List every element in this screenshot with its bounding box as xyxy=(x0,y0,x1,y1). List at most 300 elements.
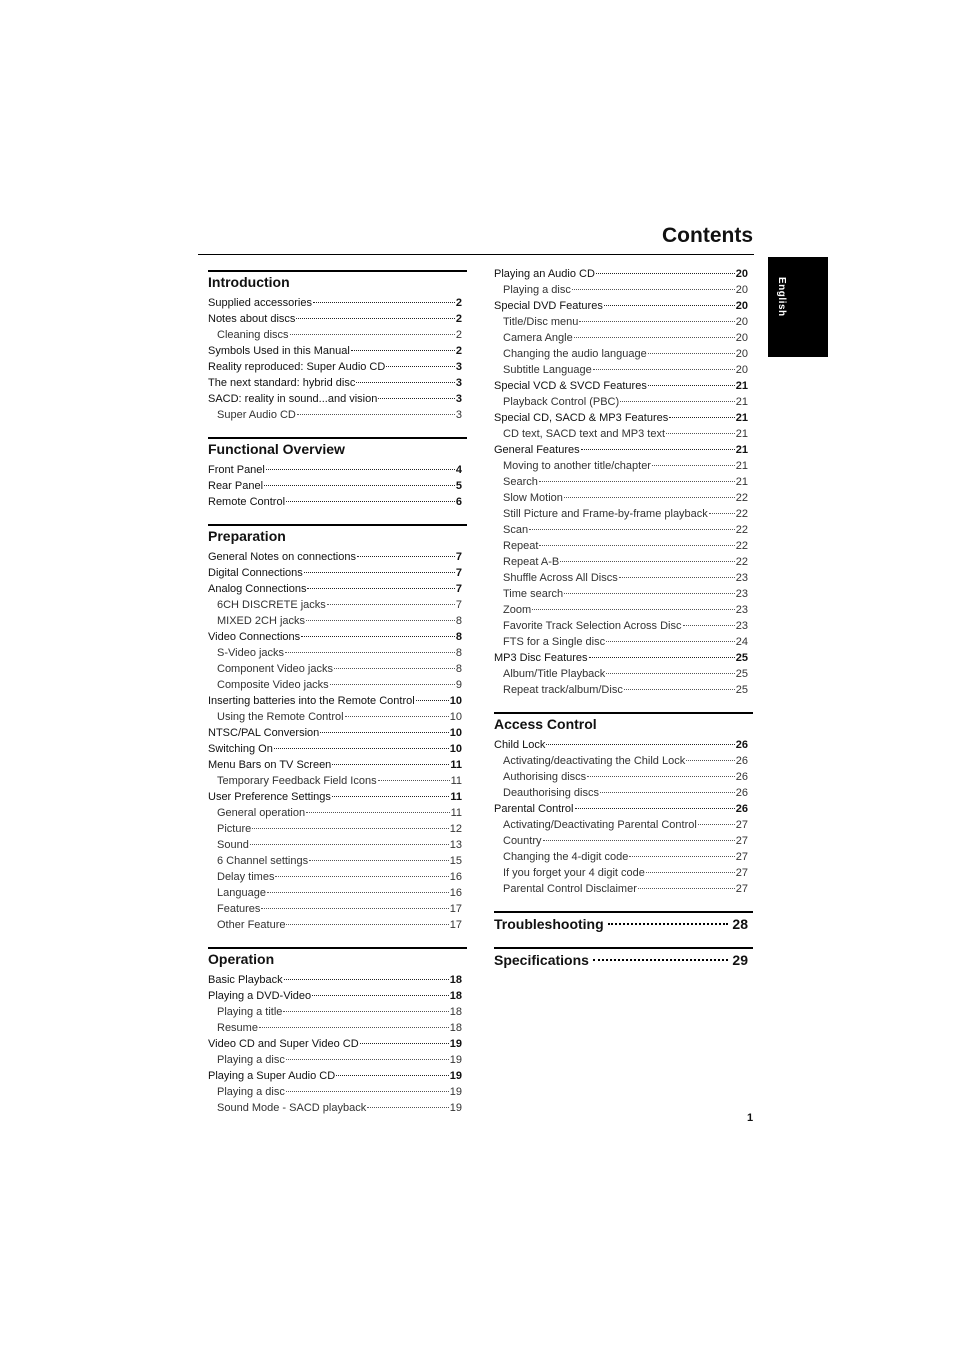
dot-leader xyxy=(648,353,735,354)
toc-entry-label: Notes about discs xyxy=(208,313,296,325)
toc-entry-page: 25 xyxy=(735,668,748,680)
toc-entry-page: 7 xyxy=(455,583,462,595)
toc-entry[interactable] xyxy=(494,442,748,458)
dot-leader xyxy=(367,1107,449,1108)
toc-entry[interactable] xyxy=(494,394,748,410)
dot-leader xyxy=(587,776,735,777)
toc-entry[interactable] xyxy=(494,737,748,753)
dot-leader xyxy=(285,652,455,653)
toc-entry-label: Special CD, SACD & MP3 Features xyxy=(494,412,669,424)
toc-entry-label: Digital Connections xyxy=(208,567,303,579)
toc-entry[interactable] xyxy=(208,821,462,837)
dot-leader xyxy=(261,908,448,909)
toc-entry[interactable] xyxy=(494,650,748,666)
toc-entry-label: Parental Control Disclaimer xyxy=(503,883,637,895)
toc-entry[interactable] xyxy=(208,901,462,917)
dot-leader xyxy=(301,636,455,637)
toc-entry-label: NTSC/PAL Conversion xyxy=(208,727,320,739)
toc-major-entry-specifications[interactable] xyxy=(494,947,753,971)
toc-entry[interactable] xyxy=(208,295,462,311)
toc-entry[interactable] xyxy=(208,375,462,391)
toc-entry-label: Temporary Feedback Field Icons xyxy=(217,775,377,787)
toc-entry-page: 8 xyxy=(455,615,462,627)
dot-leader xyxy=(604,305,735,306)
toc-entry-label: Deauthorising discs xyxy=(503,787,599,799)
toc-entry-label: Playing a Super Audio CD xyxy=(208,1070,336,1082)
toc-entry[interactable] xyxy=(494,753,748,769)
dot-leader xyxy=(652,465,735,466)
dot-leader xyxy=(252,828,449,829)
toc-entry-label: MP3 Disc Features xyxy=(494,652,588,664)
toc-entry[interactable] xyxy=(208,407,462,423)
dot-leader xyxy=(378,398,455,399)
toc-entry[interactable] xyxy=(208,789,462,805)
dot-leader xyxy=(360,1043,449,1044)
dot-leader xyxy=(574,337,735,338)
toc-entry[interactable] xyxy=(208,613,462,629)
dot-leader xyxy=(539,545,734,546)
toc-entry[interactable] xyxy=(494,682,748,698)
toc-entry-label: Delay times xyxy=(217,871,275,883)
toc-entry[interactable] xyxy=(208,311,462,327)
toc-major-entry-troubleshooting[interactable] xyxy=(494,911,753,935)
toc-entry-label: Child Lock xyxy=(494,739,546,751)
toc-entry-page: 11 xyxy=(450,791,462,803)
toc-entry[interactable] xyxy=(208,757,462,773)
toc-entry-page: 19 xyxy=(449,1102,462,1114)
toc-entry-label: Sound xyxy=(217,839,249,851)
toc-entry-label: Still Picture and Frame-by-frame playback xyxy=(503,508,708,520)
toc-entry[interactable] xyxy=(208,478,462,494)
toc-entry-page: 27 xyxy=(735,867,748,879)
toc-entry-page: 16 xyxy=(449,871,462,883)
toc-entry-page: 16 xyxy=(449,887,462,899)
toc-entry-page: 10 xyxy=(449,727,462,739)
toc-entry-page: 23 xyxy=(735,572,748,584)
toc-entry-label: Zoom xyxy=(503,604,532,616)
toc-entry-page: 7 xyxy=(455,567,462,579)
toc-entry[interactable] xyxy=(494,618,748,634)
toc-entry-label: Title/Disc menu xyxy=(503,316,579,328)
toc-entry[interactable] xyxy=(494,346,748,362)
toc-entry[interactable] xyxy=(494,801,748,817)
toc-entry-page: 10 xyxy=(449,743,462,755)
toc-entry[interactable] xyxy=(494,298,748,314)
dot-leader xyxy=(266,469,455,470)
toc-major-entry-label: Troubleshooting xyxy=(494,916,604,932)
dot-leader xyxy=(290,334,455,335)
dot-leader xyxy=(624,689,735,690)
toc-entry-page: 5 xyxy=(455,480,462,492)
toc-entry[interactable] xyxy=(494,474,748,490)
toc-entry-label: Moving to another title/chapter xyxy=(503,460,651,472)
toc-entry-page: 25 xyxy=(735,652,748,664)
toc-entry[interactable] xyxy=(208,917,462,933)
dot-leader xyxy=(593,959,729,961)
page-title: Contents xyxy=(662,224,753,247)
toc-section-introduction xyxy=(208,270,462,423)
toc-entry-label: If you forget your 4 digit code xyxy=(503,867,645,879)
toc-entry-label: General operation xyxy=(217,807,306,819)
toc-entry-label: Playing a disc xyxy=(503,284,571,296)
toc-entry-label: Supplied accessories xyxy=(208,297,312,309)
toc-entry[interactable] xyxy=(494,362,748,378)
toc-entry-label: Front Panel xyxy=(208,464,265,476)
toc-entry[interactable] xyxy=(208,597,462,613)
toc-entry[interactable] xyxy=(208,1036,462,1052)
toc-section-functional-overview xyxy=(208,437,462,510)
toc-entry[interactable] xyxy=(208,725,462,741)
dot-leader xyxy=(264,485,455,486)
toc-entry-label: Playing a title xyxy=(217,1006,283,1018)
toc-entry-page: 24 xyxy=(735,636,748,648)
toc-entry[interactable] xyxy=(494,849,748,865)
dot-leader xyxy=(546,744,734,745)
dot-leader xyxy=(600,792,735,793)
toc-entry[interactable] xyxy=(494,378,748,394)
toc-entry-label: 6 Channel settings xyxy=(217,855,309,867)
toc-left-column xyxy=(208,266,462,1130)
toc-entry[interactable] xyxy=(208,629,462,645)
toc-entry-page: 26 xyxy=(735,771,748,783)
toc-entry-label: Remote Control xyxy=(208,496,286,508)
toc-section-preparation xyxy=(208,524,462,933)
toc-entry[interactable] xyxy=(208,741,462,757)
toc-entry[interactable] xyxy=(208,391,462,407)
toc-entry[interactable] xyxy=(494,410,748,426)
dot-leader xyxy=(345,716,449,717)
dot-leader xyxy=(575,808,735,809)
dot-leader xyxy=(286,1059,449,1060)
dot-leader xyxy=(596,273,735,274)
toc-entry-page: 21 xyxy=(735,460,748,472)
toc-entry-page: 11 xyxy=(450,775,462,787)
toc-entry-label: Special DVD Features xyxy=(494,300,603,312)
dot-leader xyxy=(296,318,454,319)
dot-leader xyxy=(666,433,735,434)
toc-major-entry-page: 29 xyxy=(732,952,748,968)
toc-entry[interactable] xyxy=(494,570,748,586)
toc-entry-page: 2 xyxy=(455,313,462,325)
toc-entry-label: Video CD and Super Video CD xyxy=(208,1038,359,1050)
toc-entry-page: 23 xyxy=(735,604,748,616)
toc-entry[interactable] xyxy=(208,462,462,478)
toc-entry-page: 11 xyxy=(450,807,462,819)
toc-entry-label: Playing a disc xyxy=(217,1054,285,1066)
toc-entry[interactable] xyxy=(494,602,748,618)
dot-leader xyxy=(620,401,735,402)
toc-entry[interactable] xyxy=(208,885,462,901)
toc-entry-label: Scan xyxy=(503,524,529,536)
toc-entry[interactable] xyxy=(494,490,748,506)
toc-entry[interactable] xyxy=(494,266,748,282)
toc-entry[interactable] xyxy=(208,1068,462,1084)
dot-leader xyxy=(532,609,735,610)
toc-entry[interactable] xyxy=(208,494,462,510)
toc-entry[interactable] xyxy=(208,972,462,988)
dot-leader xyxy=(606,673,734,674)
toc-entry-label: Switching On xyxy=(208,743,273,755)
toc-entry-label: Menu Bars on TV Screen xyxy=(208,759,332,771)
toc-entry-page: 3 xyxy=(455,393,462,405)
dot-leader xyxy=(606,641,735,642)
dot-leader xyxy=(698,824,735,825)
toc-entry-page: 27 xyxy=(735,851,748,863)
toc-entry-label: Video Connections xyxy=(208,631,301,643)
dot-leader xyxy=(357,556,455,557)
toc-entry[interactable] xyxy=(208,565,462,581)
dot-leader xyxy=(332,796,449,797)
toc-entry-label: Favorite Track Selection Across Disc xyxy=(503,620,682,632)
dot-leader xyxy=(309,860,449,861)
toc-entry[interactable] xyxy=(208,661,462,677)
toc-entry-label: Resume xyxy=(217,1022,258,1034)
toc-entry[interactable] xyxy=(494,538,748,554)
toc-entry[interactable] xyxy=(208,1020,462,1036)
toc-entry-label: SACD: reality in sound...and vision xyxy=(208,393,378,405)
toc-entry-page: 3 xyxy=(455,409,462,421)
toc-entry[interactable] xyxy=(208,805,462,821)
toc-entry[interactable] xyxy=(208,709,462,725)
toc-entry-label: Cleaning discs xyxy=(217,329,289,341)
toc-section-access-control xyxy=(494,712,748,897)
toc-major-entry-label: Specifications xyxy=(494,952,589,968)
toc-entry-label: Changing the audio language xyxy=(503,348,647,360)
toc-entry-label: Component Video jacks xyxy=(217,663,333,675)
dot-leader xyxy=(560,561,734,562)
toc-entry-page: 22 xyxy=(735,556,748,568)
toc-entry[interactable] xyxy=(208,693,462,709)
toc-entry-label: Repeat xyxy=(503,540,539,552)
toc-entry-page: 3 xyxy=(455,377,462,389)
toc-entry[interactable] xyxy=(208,359,462,375)
dot-leader xyxy=(267,892,449,893)
toc-section-operation xyxy=(208,947,462,1116)
toc-entry-page: 27 xyxy=(735,883,748,895)
dot-leader xyxy=(312,995,449,996)
toc-entry[interactable] xyxy=(494,833,748,849)
toc-entry-page: 23 xyxy=(735,588,748,600)
toc-entry[interactable] xyxy=(208,327,462,343)
toc-entry-label: Basic Playback xyxy=(208,974,283,986)
toc-entry-label: Parental Control xyxy=(494,803,574,815)
dot-leader xyxy=(529,529,735,530)
toc-entry[interactable] xyxy=(208,1084,462,1100)
dot-leader xyxy=(306,812,450,813)
toc-entry-label: Camera Angle xyxy=(503,332,573,344)
toc-entry-label: Album/Title Playback xyxy=(503,668,606,680)
toc-entry-page: 8 xyxy=(455,631,462,643)
dot-leader xyxy=(539,481,735,482)
dot-leader xyxy=(307,588,454,589)
dot-leader xyxy=(286,924,448,925)
dot-leader xyxy=(313,302,455,303)
toc-entry[interactable] xyxy=(208,853,462,869)
toc-entry-label: Time search xyxy=(503,588,564,600)
toc-entry-label: Picture xyxy=(217,823,252,835)
language-tab-label: English xyxy=(776,277,787,317)
toc-entry-label: Subtitle Language xyxy=(503,364,592,376)
toc-entry-label: S-Video jacks xyxy=(217,647,285,659)
toc-entry[interactable] xyxy=(494,881,748,897)
toc-entry[interactable] xyxy=(208,645,462,661)
toc-entry-label: Rear Panel xyxy=(208,480,264,492)
toc-entry[interactable] xyxy=(494,314,748,330)
toc-entry-label: The next standard: hybrid disc xyxy=(208,377,356,389)
dot-leader xyxy=(683,625,735,626)
toc-entry-label: Symbols Used in this Manual xyxy=(208,345,350,357)
dot-leader xyxy=(629,856,734,857)
toc-entry[interactable] xyxy=(208,343,462,359)
toc-entry[interactable] xyxy=(494,865,748,881)
toc-entry-page: 21 xyxy=(735,396,748,408)
toc-entry[interactable] xyxy=(208,869,462,885)
toc-entry-page: 4 xyxy=(455,464,462,476)
toc-entry-page: 20 xyxy=(735,364,748,376)
toc-entry-label: Special VCD & SVCD Features xyxy=(494,380,647,392)
dot-leader xyxy=(572,289,735,290)
toc-entry[interactable] xyxy=(494,282,748,298)
dot-leader xyxy=(608,923,729,925)
dot-leader xyxy=(709,513,735,514)
toc-entry-label: CD text, SACD text and MP3 text xyxy=(503,428,666,440)
toc-entry-page: 13 xyxy=(449,839,462,851)
dot-leader xyxy=(286,501,455,502)
toc-entry[interactable] xyxy=(208,988,462,1004)
toc-entry[interactable] xyxy=(494,522,748,538)
toc-entry-label: Shuffle Across All Discs xyxy=(503,572,618,584)
toc-entry[interactable] xyxy=(494,666,748,682)
dot-leader xyxy=(564,497,735,498)
toc-entry[interactable] xyxy=(494,458,748,474)
dot-leader xyxy=(274,748,449,749)
toc-entry[interactable] xyxy=(208,549,462,565)
dot-leader xyxy=(386,366,455,367)
dot-leader xyxy=(351,350,455,351)
dot-leader xyxy=(378,780,450,781)
toc-entry[interactable] xyxy=(494,634,748,650)
dot-leader xyxy=(284,979,449,980)
toc-major-entry-page: 28 xyxy=(732,916,748,932)
toc-entry[interactable] xyxy=(494,586,748,602)
toc-entry-label: Search xyxy=(503,476,538,488)
toc-entry-label: Super Audio CD xyxy=(217,409,296,421)
toc-entry-label: User Preference Settings xyxy=(208,791,331,803)
toc-entry[interactable] xyxy=(494,330,748,346)
toc-entry-page: 9 xyxy=(455,679,462,691)
toc-entry[interactable] xyxy=(494,554,748,570)
dot-leader xyxy=(686,760,735,761)
toc-entry-page: 21 xyxy=(735,428,748,440)
toc-entry-page: 6 xyxy=(455,496,462,508)
toc-entry-label: Activating/deactivating the Child Lock xyxy=(503,755,686,767)
dot-leader xyxy=(356,382,455,383)
toc-entry-page: 17 xyxy=(449,919,462,931)
toc-entry-page: 20 xyxy=(735,332,748,344)
toc-entry[interactable] xyxy=(494,506,748,522)
toc-entry-page: 2 xyxy=(455,329,462,341)
toc-entry-page: 10 xyxy=(449,711,462,723)
toc-entry-label: 6CH DISCRETE jacks xyxy=(217,599,326,611)
section-heading: Preparation xyxy=(208,524,467,546)
toc-entry[interactable] xyxy=(208,581,462,597)
toc-entry-page: 8 xyxy=(455,647,462,659)
toc-entry-label: Activating/Deactivating Parental Control xyxy=(503,819,697,831)
toc-entry-label: Playing a DVD-Video xyxy=(208,990,312,1002)
dot-leader xyxy=(648,385,735,386)
toc-entry[interactable] xyxy=(208,1100,462,1116)
toc-entry-label: MIXED 2CH jacks xyxy=(217,615,306,627)
toc-entry-page: 20 xyxy=(735,316,748,328)
toc-entry-label: Sound Mode - SACD playback xyxy=(217,1102,367,1114)
dot-leader xyxy=(336,1075,449,1076)
dot-leader xyxy=(589,657,735,658)
toc-entry-label: Composite Video jacks xyxy=(217,679,329,691)
dot-leader xyxy=(250,844,449,845)
title-rule xyxy=(198,254,754,255)
toc-entry[interactable] xyxy=(208,773,462,789)
toc-entry-page: 21 xyxy=(735,476,748,488)
dot-leader xyxy=(543,840,735,841)
dot-leader xyxy=(669,417,735,418)
dot-leader xyxy=(275,876,448,877)
toc-entry-label: General Features xyxy=(494,444,580,456)
toc-entry-label: Other Feature xyxy=(217,919,286,931)
toc-entry[interactable] xyxy=(494,785,748,801)
toc-entry[interactable] xyxy=(208,837,462,853)
toc-entry-page: 25 xyxy=(735,684,748,696)
dot-leader xyxy=(334,668,455,669)
dot-leader xyxy=(306,620,455,621)
section-heading: Functional Overview xyxy=(208,437,467,459)
dot-leader xyxy=(330,684,455,685)
toc-entry-page: 19 xyxy=(449,1038,462,1050)
toc-entry-label: Changing the 4-digit code xyxy=(503,851,629,863)
toc-entry[interactable] xyxy=(494,426,748,442)
toc-entry-label: Authorising discs xyxy=(503,771,587,783)
toc-entry-label: Repeat track/album/Disc xyxy=(503,684,623,696)
toc-entry-label: Country xyxy=(503,835,542,847)
toc-entry-page: 8 xyxy=(455,663,462,675)
dot-leader xyxy=(638,888,735,889)
toc-entry-page: 21 xyxy=(735,444,748,456)
toc-entry-label: Language xyxy=(217,887,266,899)
toc-right-column xyxy=(494,266,748,971)
dot-leader xyxy=(283,1011,448,1012)
toc-entry[interactable] xyxy=(208,1004,462,1020)
section-heading: Introduction xyxy=(208,270,467,292)
toc-entry-page: 27 xyxy=(735,819,748,831)
toc-entry-label: Reality reproduced: Super Audio CD xyxy=(208,361,386,373)
toc-entry-page: 12 xyxy=(449,823,462,835)
toc-entry-page: 17 xyxy=(449,903,462,915)
toc-entry[interactable] xyxy=(208,1052,462,1068)
toc-entry-label: Inserting batteries into the Remote Control xyxy=(208,695,415,707)
toc-entry[interactable] xyxy=(494,817,748,833)
toc-entry[interactable] xyxy=(208,677,462,693)
toc-entry-page: 19 xyxy=(449,1054,462,1066)
toc-entry-page: 26 xyxy=(735,787,748,799)
toc-entry-label: Using the Remote Control xyxy=(217,711,344,723)
toc-entry-page: 7 xyxy=(455,551,462,563)
toc-entry-page: 27 xyxy=(735,835,748,847)
toc-entry-page: 26 xyxy=(735,739,748,751)
toc-entry-label: Repeat A-B xyxy=(503,556,560,568)
toc-entry[interactable] xyxy=(494,769,748,785)
toc-entry-page: 18 xyxy=(449,990,462,1002)
toc-entry-page: 18 xyxy=(449,974,462,986)
toc-entry-page: 20 xyxy=(735,268,748,280)
